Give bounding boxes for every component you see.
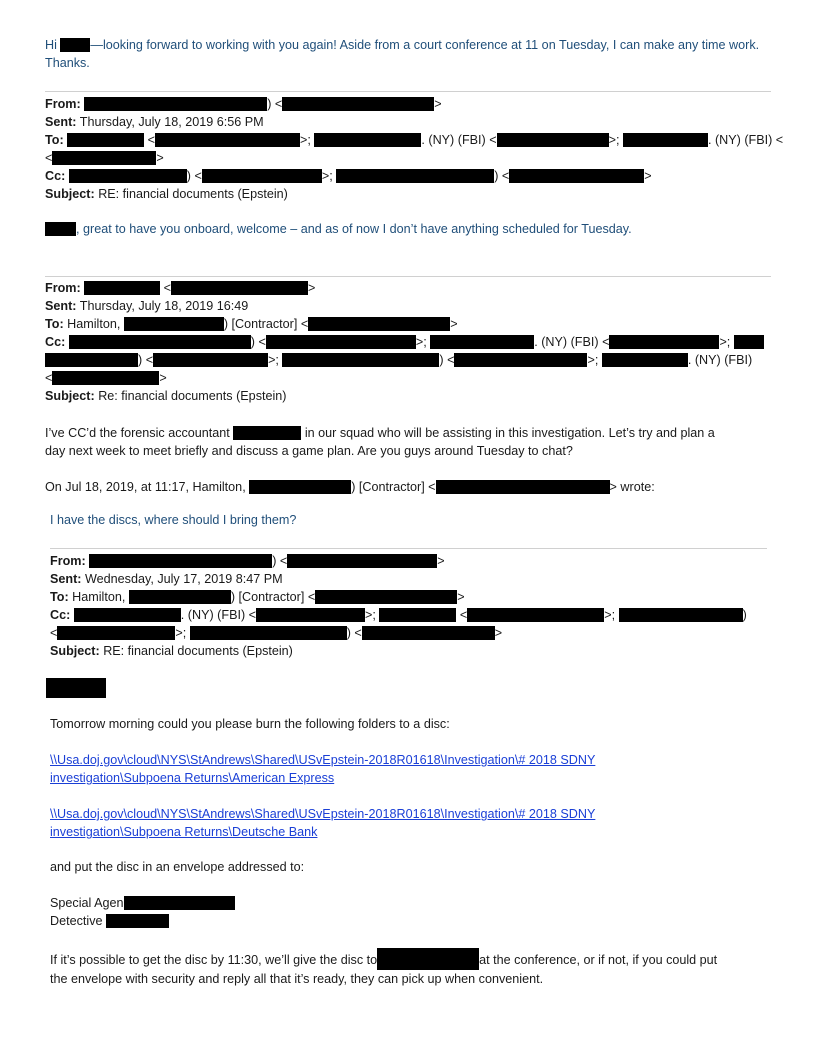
redaction [60, 38, 90, 52]
redaction [602, 353, 688, 367]
cc-line: Cc: ) < >; ) < > [45, 169, 652, 183]
email-3-body [45, 424, 771, 460]
field-value: . (NY) (FBI) < [180, 608, 257, 622]
field-label: To: [50, 590, 69, 604]
folder-link-1-text-cont[interactable]: investigation\Subpoena Returns\American Express [50, 771, 335, 785]
redaction [84, 97, 267, 111]
field-value: ) [Contractor] < [230, 590, 316, 604]
to-line: To: Hamilton, ) [Contractor] < > [45, 317, 458, 331]
redaction [436, 480, 610, 494]
closing-text [50, 948, 770, 988]
field-label: Cc: [50, 608, 71, 622]
wrote-line [45, 478, 771, 496]
folder-link-1[interactable] [50, 751, 770, 787]
from-line: From: ) < > [45, 97, 442, 111]
folder-link-2-text[interactable]: \\Usa.doj.gov\cloud\NYS\StAndrews\Shared\USvEpstein-2018R01618\Investigation\# 2018 SDNY [50, 807, 596, 821]
redaction [67, 133, 144, 147]
from-line: From: < > [45, 281, 316, 295]
field-value: RE: financial documents (Epstein) [98, 187, 288, 201]
redaction [362, 626, 495, 640]
to-line: To: Hamilton, ) [Contractor] < > [50, 590, 465, 604]
field-value: Special Agen [50, 896, 124, 910]
redaction [153, 353, 268, 367]
subject-line [45, 387, 771, 405]
field-value: Hamilton, [67, 317, 121, 331]
addressees [50, 894, 770, 930]
redaction [467, 608, 604, 622]
redaction [315, 590, 457, 604]
redaction [155, 133, 300, 147]
redaction [266, 335, 416, 349]
sent-line [45, 297, 771, 315]
field-label: Subject: [45, 187, 95, 201]
redaction [282, 353, 439, 367]
subject-line [50, 642, 770, 660]
field-value: Re: financial documents (Epstein) [98, 389, 287, 403]
divider [50, 548, 767, 549]
redaction-block [46, 678, 106, 698]
from-line: From: ) < > [50, 554, 445, 568]
redaction [74, 608, 181, 622]
field-label: Subject: [45, 389, 95, 403]
redaction [69, 335, 251, 349]
redaction [52, 371, 159, 385]
divider [45, 276, 771, 277]
field-value: On Jul 18, 2019, at 11:17, Hamilton, [45, 480, 246, 494]
field-value: ) [Contractor] < [223, 317, 309, 331]
field-value: Thursday, July 18, 2019 6:56 PM [79, 115, 264, 129]
field-value: Hamilton, [72, 590, 126, 604]
redaction [45, 222, 76, 236]
field-value: I have the discs, where should I bring them? [50, 513, 297, 527]
redaction [202, 169, 322, 183]
to-line-cont: < > [45, 151, 164, 165]
field-value: Detective [50, 914, 103, 928]
redaction [497, 133, 609, 147]
header-3 [50, 552, 770, 660]
field-value: and put the disc in an envelope addressed to: [50, 860, 305, 874]
folder-link-1-text[interactable]: \\Usa.doj.gov\cloud\NYS\StAndrews\Shared\USvEpstein-2018R01618\Investigation\# 2018 SDNY [50, 753, 596, 767]
redaction [84, 281, 160, 295]
redaction [377, 948, 479, 970]
redaction [171, 281, 308, 295]
field-label: Cc: [45, 169, 66, 183]
field-value: RE: financial documents (Epstein) [103, 644, 293, 658]
field-value: in our squad who will be assisting in this investigation. Let’s try and plan a [304, 426, 715, 440]
field-value: Tomorrow morning could you please burn the following folders to a disc: [50, 717, 450, 731]
field-value: If it’s possible to get the disc by 11:30, we’ll give the disc to [50, 953, 378, 967]
redaction [623, 133, 708, 147]
redaction [233, 426, 301, 440]
redaction [89, 554, 272, 568]
email-4-body [50, 511, 770, 529]
redaction [734, 335, 764, 349]
redaction [314, 133, 421, 147]
redaction [336, 169, 494, 183]
field-label: From: [45, 97, 81, 111]
cc-line-cont-2: < > [45, 371, 167, 385]
redaction [124, 317, 224, 331]
field-label: To: [45, 317, 64, 331]
field-value: I’ve CC’d the forensic accountant [45, 426, 230, 440]
field-label: Cc: [45, 335, 66, 349]
cc-line-cont: ) < >; ) < >; . (NY) (FBI) [45, 351, 771, 369]
header-2 [45, 279, 771, 405]
field-label: From: [50, 554, 86, 568]
redaction [45, 353, 138, 367]
field-label: From: [45, 281, 81, 295]
redaction [190, 626, 347, 640]
redaction [106, 914, 169, 928]
email-2-body [45, 220, 771, 238]
field-label: Sent: [45, 299, 77, 313]
redaction [609, 335, 719, 349]
field-value: > wrote: [609, 480, 655, 494]
redaction [287, 554, 437, 568]
field-label: To: [45, 133, 64, 147]
field-value: the envelope with security and reply all that it’s ready, they can pick up when convenient. [50, 972, 544, 986]
email-2-text: , great to have you onboard, welcome – and as of now I don’t have anything scheduled for Tuesday. [76, 222, 632, 236]
field-value: . (NY) (FBI) < [707, 133, 784, 147]
redaction [256, 608, 365, 622]
field-label: Sent: [45, 115, 77, 129]
redaction [379, 608, 456, 622]
folder-link-2-text-cont[interactable]: investigation\Subpoena Returns\Deutsche Bank [50, 825, 318, 839]
field-value: ) [Contractor] < [351, 480, 436, 494]
header-1 [45, 95, 784, 203]
detective-line [50, 912, 770, 930]
field-value: . (NY) (FBI) [687, 353, 753, 367]
redaction [430, 335, 534, 349]
redaction [129, 590, 231, 604]
email-1-body [45, 36, 771, 72]
redaction [52, 151, 156, 165]
field-value: day next week to meet briefly and discuss a game plan. Are you guys around Tuesday to chat? [45, 444, 573, 458]
envelope-text [50, 858, 770, 876]
redaction [57, 626, 175, 640]
field-value: . (NY) (FBI) < [534, 335, 610, 349]
redaction [509, 169, 644, 183]
redaction [249, 480, 351, 494]
field-value: . (NY) (FBI) < [421, 133, 497, 147]
sent-line [50, 570, 770, 588]
folder-link-2[interactable] [50, 805, 770, 841]
field-value: Wednesday, July 17, 2019 8:47 PM [84, 572, 283, 586]
to-line: To: < >; . (NY) (FBI) < >; . (NY) (FBI) < [45, 133, 784, 147]
redaction [454, 353, 587, 367]
redaction [308, 317, 450, 331]
divider [45, 91, 771, 92]
field-value: Thursday, July 18, 2019 16:49 [79, 299, 249, 313]
special-agent-line [50, 894, 770, 912]
redaction [69, 169, 187, 183]
greeting: Hi [45, 38, 57, 52]
redaction [619, 608, 743, 622]
field-label: Sent: [50, 572, 82, 586]
redaction [124, 896, 235, 910]
cc-line: Cc: ) < >; . (NY) (FBI) < >; [45, 333, 771, 351]
email-1-text: —looking forward to working with you again! Aside from a court conference at 11 on Tuesday, I can make any time work. Thanks. [45, 38, 760, 70]
redaction [282, 97, 434, 111]
cc-line-cont: < >; ) < > [50, 626, 503, 640]
sent-line [45, 113, 771, 131]
request-text [50, 715, 770, 733]
field-value: at the conference, or if not, if you could put [479, 953, 718, 967]
field-label: Subject: [50, 644, 100, 658]
subject-line [45, 185, 771, 203]
cc-line: Cc: . (NY) (FBI) < >; < >; ) [50, 608, 747, 622]
